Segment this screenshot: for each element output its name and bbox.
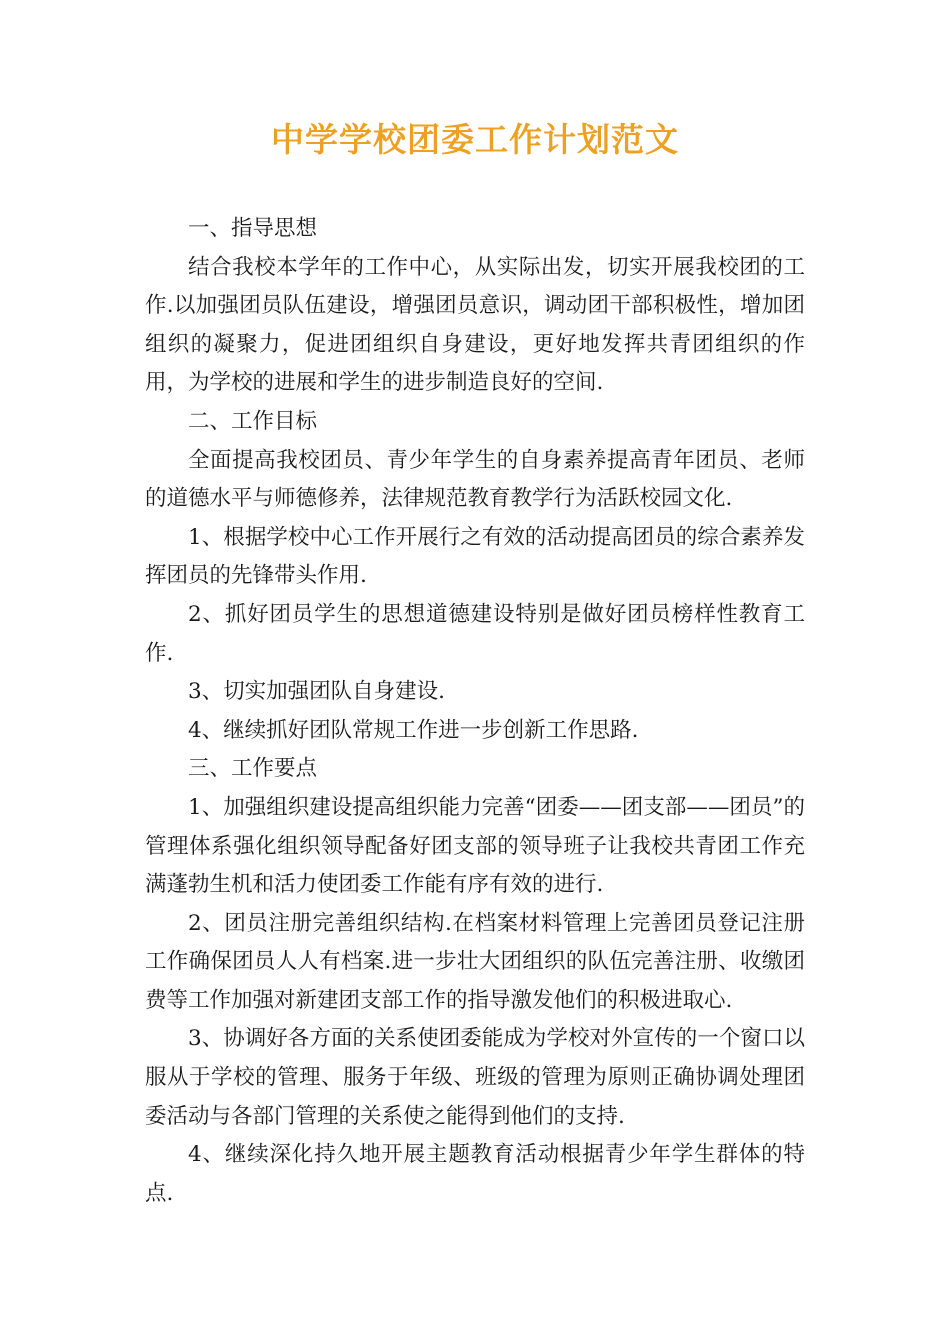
heading-guiding-thought: 一、指导思想 [188,216,318,241]
list-item: 4、继续抓好团队常规工作进一步创新工作思路. [188,717,639,743]
list-item: 3、协调好各方面的关系使团委能成为学校对外宣传的一个窗口以服从于学校的管理、服务于年级、班级的管理为原则正确协调处理团委活动与各部门管理的关系使之能得到他们的支持. [145,1026,805,1129]
list-item: 3、切实加强团队自身建设. [188,679,446,705]
list-item: 1、根据学校中心工作开展行之有效的活动提高团员的综合素养发挥团员的先锋带头作用. [145,524,805,589]
list-item: 2、抓好团员学生的思想道德建设特别是做好团员榜样性教育工作. [145,601,805,666]
list-item: 4、继续深化持久地开展主题教育活动根据青少年学生群体的特点. [145,1142,805,1206]
document-title: 中学学校团委工作计划范文 [271,120,679,159]
paragraph: 全面提高我校团员、青少年学生的自身素养提高青年团员、老师的道德水平与师德修养，法律规范教育教学行为活跃校园文化. [145,447,805,512]
paragraph: 结合我校本学年的工作中心，从实际出发，切实开展我校团的工作.以加强团员队伍建设，增强团员意识，调动团干部积极性，增加团组织的凝聚力，促进团组织自身建设，更好地发挥共青团组织的作用，为学校的进展和学生的进步制造良好的空间. [145,254,805,396]
list-item: 1、加强组织建设提高组织能力完善“团委——团支部——团员”的管理体系强化组织领导配备好团支部的领导班子让我校共青团工作充满蓬勃生机和活力使团委工作能有序有效的进行. [145,794,805,898]
heading-work-goals: 二、工作目标 [188,408,318,434]
document-body [145,210,805,1213]
list-item: 2、团员注册完善组织结构.在档案材料管理上完善团员登记注册工作确保团员人人有档案.进一步壮大团组织的队伍完善注册、收缴团费等工作加强对新建团支部工作的指导激发他们的积极进取心. [145,910,805,1013]
heading-work-points: 三、工作要点 [188,756,318,782]
